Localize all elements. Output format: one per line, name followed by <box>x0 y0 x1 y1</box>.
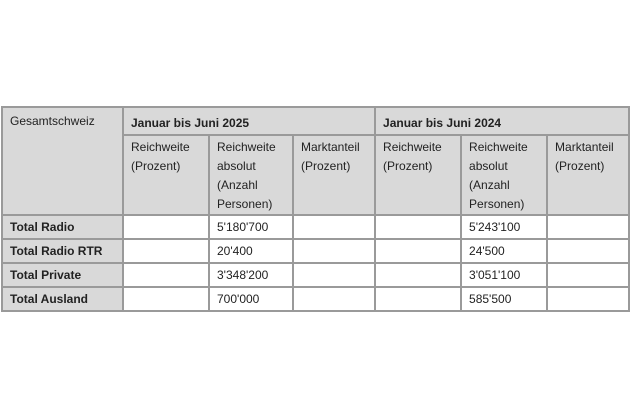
period-label: Januar bis Juni 2024 <box>383 116 502 130</box>
corner-label-cell <box>2 107 123 215</box>
column-header-line: Personen) <box>469 197 525 211</box>
column-header-line: (Prozent) <box>301 159 351 173</box>
column-header-line: (Prozent) <box>383 159 433 173</box>
table-cell <box>123 215 209 239</box>
column-header-line: (Prozent) <box>555 159 605 173</box>
table-cell <box>123 287 209 311</box>
table-row <box>2 215 629 239</box>
column-header <box>209 135 293 215</box>
table-cell <box>293 239 375 263</box>
row-label: Total Radio RTR <box>2 239 123 263</box>
table-cell: 5'243'100 <box>461 215 547 239</box>
radio-reach-table <box>1 106 630 312</box>
column-header-line: Marktanteil <box>301 140 360 154</box>
table-cell <box>293 263 375 287</box>
table-cell <box>293 215 375 239</box>
column-header-line: absolut <box>217 159 256 173</box>
column-header <box>123 135 209 215</box>
column-header-line: Reichweite <box>383 140 442 154</box>
column-header-line: (Anzahl <box>217 178 258 192</box>
table-cell: 5'180'700 <box>209 215 293 239</box>
table-row <box>2 263 629 287</box>
period-header-2025 <box>123 107 375 135</box>
column-header-line: absolut <box>469 159 508 173</box>
column-header-line: Reichweite <box>469 140 528 154</box>
row-label: Total Radio <box>2 215 123 239</box>
table-cell <box>547 263 629 287</box>
table-cell: 3'348'200 <box>209 263 293 287</box>
period-header-2024 <box>375 107 629 135</box>
row-label: Total Ausland <box>2 287 123 311</box>
column-header <box>375 135 461 215</box>
column-header-line: Reichweite <box>217 140 276 154</box>
column-header <box>547 135 629 215</box>
table-cell <box>375 215 461 239</box>
column-header-line: Personen) <box>217 197 273 211</box>
table-cell: 700'000 <box>209 287 293 311</box>
table-cell <box>123 239 209 263</box>
column-header-line: Marktanteil <box>555 140 614 154</box>
column-header-line: (Prozent) <box>131 159 181 173</box>
table-cell: 20'400 <box>209 239 293 263</box>
table-cell <box>375 239 461 263</box>
table-cell <box>547 239 629 263</box>
column-header <box>293 135 375 215</box>
table-cell <box>375 263 461 287</box>
table-cell <box>375 287 461 311</box>
corner-label: Gesamtschweiz <box>10 114 95 128</box>
table-row <box>2 239 629 263</box>
table-row <box>2 287 629 311</box>
table-cell <box>123 263 209 287</box>
period-label: Januar bis Juni 2025 <box>131 116 250 130</box>
table-cell <box>547 215 629 239</box>
row-label: Total Private <box>2 263 123 287</box>
column-header <box>461 135 547 215</box>
column-header-line: Reichweite <box>131 140 190 154</box>
table-cell <box>293 287 375 311</box>
table-cell: 585'500 <box>461 287 547 311</box>
table-cell: 3'051'100 <box>461 263 547 287</box>
table-cell: 24'500 <box>461 239 547 263</box>
column-header-line: (Anzahl <box>469 178 510 192</box>
table-cell <box>547 287 629 311</box>
